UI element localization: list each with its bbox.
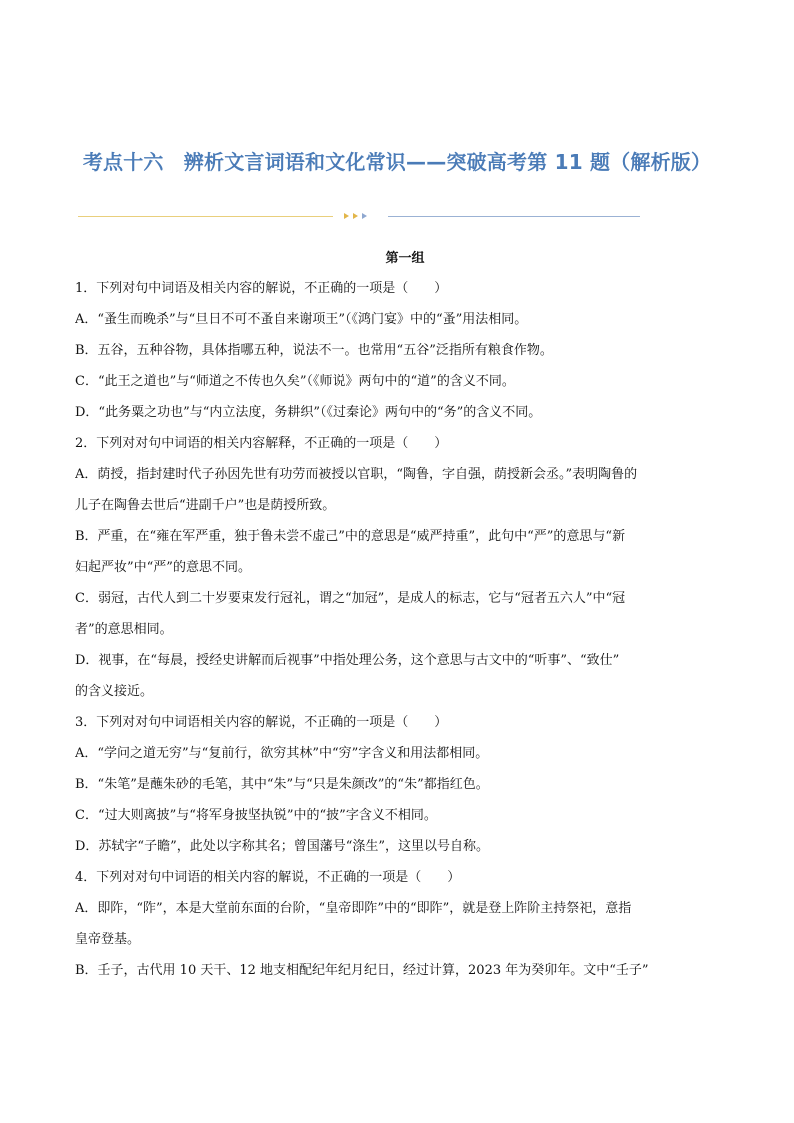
option-c: C．“此王之道也”与“师道之不传也久矣”（《师说》两句中的“道”的含义不同。: [75, 374, 515, 389]
option-d: D．苏轼字“子瞻”，此处以字称其名；曾国藩号“涤生”，这里以号自称。: [75, 839, 490, 854]
question-stem: 3．下列对对句中词语相关内容的解说，不正确的一项是（ ）: [75, 715, 448, 730]
option-c: C．弱冠，古代人到二十岁要束发行冠礼，谓之“加冠”，是成人的标志，它与“冠者五六人”中“冠: [75, 591, 626, 606]
option-d-continued: 的含义接近。: [75, 684, 154, 699]
option-c: C．“过大则离披”与“将军身披坚执锐”中的“披”字含义不相同。: [75, 808, 437, 823]
option-b: B．“朱笔”是蘸朱砂的毛笔，其中“朱”与“只是朱颜改”的“朱”都指红色。: [75, 777, 489, 792]
option-b: B．五谷，五种谷物，具体指哪五种，说法不一。也常用“五谷”泛指所有粮食作物。: [75, 343, 553, 358]
option-b: B．壬子，古代用 10 天干、12 地支相配纪年纪月纪日，经过计算，2023 年为癸卯年。文中“壬子”: [75, 963, 649, 978]
question-3: [75, 707, 735, 862]
option-a: A．“蚤生而晚杀”与“旦日不可不蚤自来谢项王”（《鸿门宴》中的“蚤”用法相同。: [75, 312, 528, 327]
page-title: 考点十六 辨析文言词语和文化常识——突破高考第 11 题（解析版）: [82, 150, 712, 174]
title-divider: [78, 210, 640, 222]
option-d: D．视事，在“每晨，授经史讲解而后视事”中指处理公务，这个意思与古文中的“听事”、“致仕”: [75, 653, 620, 668]
option-a: A．即阼，“阼”，本是大堂前东面的台阶，“皇帝即阼”中的“即阼”，就是登上阼阶主持祭祀，意指: [75, 901, 632, 916]
group-title: 第一组: [385, 251, 425, 266]
divider-line-left: [78, 216, 333, 217]
question-2: [75, 428, 735, 707]
divider-line-right: [388, 216, 640, 217]
option-a-continued: 儿子在陶鲁去世后“进副千户”也是荫授所致。: [75, 498, 336, 513]
document-body: [75, 246, 735, 986]
option-c-continued: 者”的意思相同。: [75, 622, 173, 637]
option-b: B．严重，在“雍在军严重，独于鲁未尝不虚己”中的意思是“威严持重”，此句中“严”的意思与“新: [75, 529, 626, 544]
triple-arrow-icon: [340, 210, 380, 222]
question-stem: 1．下列对句中词语及相关内容的解说，不正确的一项是（ ）: [75, 281, 448, 296]
option-a-continued: 皇帝登基。: [75, 932, 141, 947]
option-a: A．荫授，指封建时代子孙因先世有功劳而被授以官职，“陶鲁，字自强，荫授新会丞。”表明陶鲁的: [75, 467, 638, 482]
option-b-continued: 妇起严妆”中“严”的意思不同。: [75, 560, 251, 575]
question-4: [75, 862, 735, 986]
option-d: D．“此务粟之功也”与“内立法度，务耕织”（《过秦论》两句中的“务”的含义不同。: [75, 405, 542, 420]
question-stem: 4．下列对对句中词语的相关内容的解说，不正确的一项是（ ）: [75, 870, 461, 885]
option-a: A．“学问之道无穷”与“复前行，欲穷其林”中“穷”字含义和用法都相同。: [75, 746, 489, 761]
question-1: [75, 273, 735, 428]
question-stem: 2．下列对对句中词语的相关内容解释，不正确的一项是（ ）: [75, 436, 448, 451]
